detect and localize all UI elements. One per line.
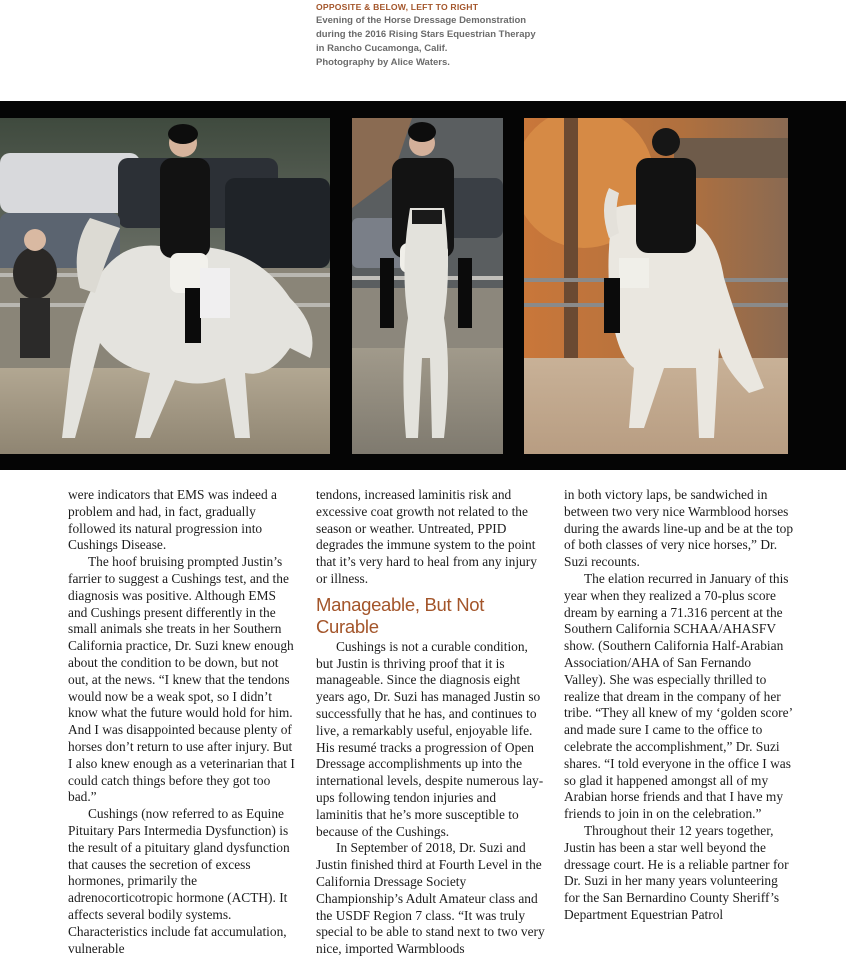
photo-rider-side-view xyxy=(0,118,330,454)
caption-line: during the 2016 Rising Stars Equestrian Therapy xyxy=(316,29,536,40)
body-paragraph: in both victory laps, be sandwiched in between two very nice Warmblood horses during the awards line-up and be at the top of both classes of very nice horses,” Dr. Suzi recounts. xyxy=(564,487,794,570)
article-column-3 xyxy=(564,487,794,924)
body-paragraph: were indicators that EMS was indeed a problem and had, in fact, gradually followed its natural progression into Cushings Disease. xyxy=(68,487,277,553)
body-paragraph: Cushings (now referred to as Equine Pituitary Pars Intermedia Dysfunction) is the result of a pituitary gland dysfunction that causes the secretion of excess hormones, primarily the adrenocorticotropic hormone (ACTH). It affects several bodily systems. Characteristics include fat accumulation, vulnerable xyxy=(68,806,290,956)
photo-caption xyxy=(316,0,556,70)
body-paragraph: Throughout their 12 years together, Justin has been a star well beyond the dressage court. He is a reliable partner for Dr. Suzi in her many years volunteering for the San Bernardino County Sheriff’s Department Equestrian Patrol xyxy=(564,822,789,922)
caption-line: in Rancho Cucamonga, Calif. xyxy=(316,43,448,54)
caption-photographer-credit: Photography by Alice Waters. xyxy=(316,57,450,68)
photo-band xyxy=(0,101,846,470)
body-paragraph: The hoof bruising prompted Justin’s farrier to suggest a Cushings test, and the diagnosis was positive. Although EMS and Cushings present differently in the small animals she treats in her Southern California practice, Dr. Suzi knew enough about the condition to be down, but not out, at the news. “I knew that the tendons would now be a weak spot, so I didn’t know what the future would hold for him. And I was disappointed because plenty of horses don’t return to use after injury. But I also knew enough as a veterinarian that I could catch things before they got too bad.” xyxy=(68,554,295,805)
body-paragraph: In September of 2018, Dr. Suzi and Justin finished third at Fourth Level in the California Dressage Society Championship’s Adult Amateur class and the USDF Region 7 class. “It was truly special to be able to stand next to two very nice, imported Warmbloods xyxy=(316,840,545,957)
caption-heading: OPPOSITE & BELOW, LEFT TO RIGHT xyxy=(316,2,479,12)
photo-rider-rear-view xyxy=(524,118,788,454)
article-column-1 xyxy=(68,487,298,957)
caption-line: Evening of the Horse Dressage Demonstration xyxy=(316,15,527,26)
body-paragraph: Cushings is not a curable condition, but Justin is thriving proof that it is manageable. Since the diagnosis eight years ago, Dr. Suzi has managed Justin so successfully that he has, and continues to live, a remarkably useful, enjoyable life. His resumé tracks a progression of Open Dressage accomplishments up into the international levels, despite numerous lay-ups following tendon injuries and laminitis that he’s more susceptible to because of the Cushings. xyxy=(316,638,544,839)
photo-rider-front-view xyxy=(352,118,503,454)
section-heading: Manageable, But Not Curable xyxy=(316,593,485,637)
body-paragraph: tendons, increased laminitis risk and excessive coat growth not related to the season or weather. Untreated, PPID degrades the immune system to the point that it’s very hard to heal from any injury or illness. xyxy=(316,487,537,586)
body-paragraph: The elation recurred in January of this year when they realized a 70-plus score dream by earning a 71.316 percent at the Southern California SCHAA/AHASFV show. (Southern California Half-Arabian Association/AHA of San Fernando Valley). She was especially thrilled to realize that dream in the company of her tribe. “They all knew of my ‘golden score’ and made sure I came to the office to celebrate the accomplishment,” Dr. Suzi shares. “I told everyone in the office I was so glad it happened amongst all of my Arabian horse friends and that I have my friends to join in on the celebration.” xyxy=(564,570,793,822)
article-column-2 xyxy=(316,487,546,958)
